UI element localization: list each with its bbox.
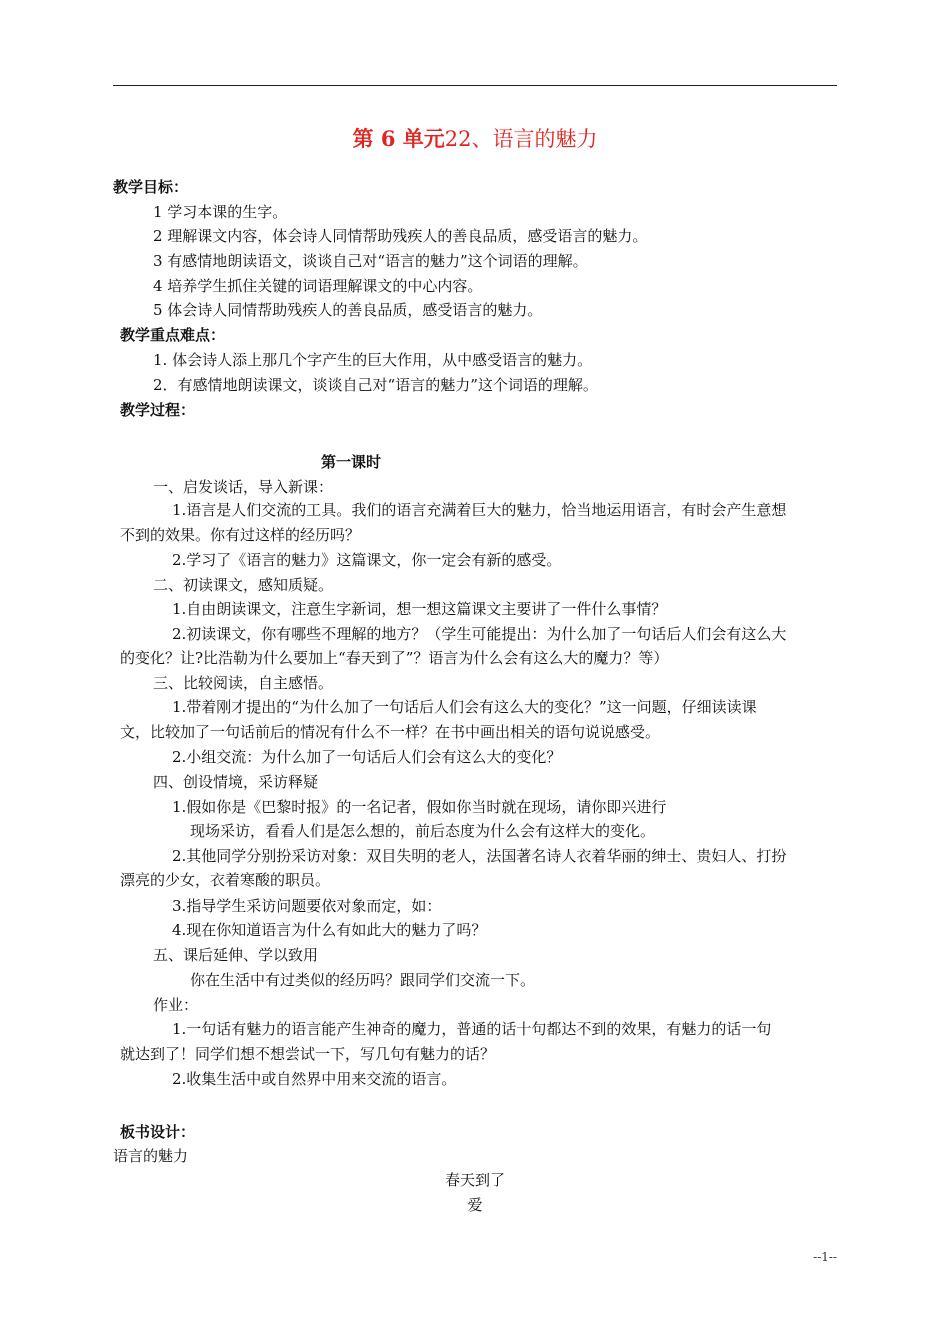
goal-item: 1 学习本课的生字。 bbox=[153, 203, 288, 221]
board-line: 春天到了 bbox=[444, 1171, 505, 1189]
key-point-item: 2．有感情地朗读课文，谈谈自己对“语言的魅力”这个词语的理解。 bbox=[153, 376, 598, 394]
process-line: 1.一句话有魅力的语言能产生神奇的魔力，普通的话十句都达不到的效果，有魅力的话一句 bbox=[172, 1020, 772, 1038]
process-line: 2.小组交流：为什么加了一句话后人们会有这么大的变化？ bbox=[172, 748, 562, 766]
process-line: 1.假如你是《巴黎时报》的一名记者，假如你当时就在现场，请你即兴进行 bbox=[172, 798, 667, 816]
process-line: 1.带着刚才提出的“为什么加了一句话后人们会有这么大的变化？”这一问题，仔细读读课 bbox=[172, 698, 757, 716]
process-line: 2.其他同学分别扮采访对象：双目失明的老人，法国著名诗人衣着华丽的绅士、贵妇人、打扮 bbox=[172, 847, 787, 865]
process-heading: 教学过程： bbox=[120, 401, 196, 419]
title-lesson: 22、语言的魅力 bbox=[444, 127, 598, 151]
process-line: 五、课后延伸、学以致用 bbox=[153, 946, 319, 964]
key-point-item: 1. 体会诗人添上那几个字产生的巨大作用，从中感受语言的魅力。 bbox=[153, 351, 593, 369]
goal-item: 2 理解课文内容，体会诗人同情帮助残疾人的善良品质，感受语言的魅力。 bbox=[153, 227, 648, 245]
process-line: 4.现在你知道语言为什么有如此大的魅力了吗？ bbox=[172, 921, 487, 939]
goals-heading: 教学目标： bbox=[113, 178, 189, 196]
page-title bbox=[0, 123, 950, 153]
process-line: 三、比较阅读，自主感悟。 bbox=[153, 674, 334, 692]
process-line: 2.收集生活中或自然界中用来交流的语言。 bbox=[172, 1070, 457, 1088]
process-line: 3.指导学生采访问题要依对象而定，如： bbox=[172, 897, 442, 915]
board-heading: 板书设计： bbox=[120, 1123, 196, 1141]
page-number: --1-- bbox=[813, 1250, 837, 1264]
key-points-heading: 教学重点难点： bbox=[120, 326, 226, 344]
process-line: 就达到了！同学们想不想尝试一下，写几句有魅力的话？ bbox=[120, 1045, 496, 1063]
lesson-title: 第一课时 bbox=[321, 453, 382, 471]
board-title: 语言的魅力 bbox=[113, 1147, 189, 1165]
process-line: 文，比较加了一句话前后的情况有什么不一样？在书中画出相关的语句说说感受。 bbox=[120, 723, 661, 741]
process-line: 漂亮的少女，衣着寒酸的职员。 bbox=[120, 871, 331, 889]
title-unit: 第 6 单元 bbox=[352, 126, 445, 151]
goal-item: 5 体会诗人同情帮助残疾人的善良品质，感受语言的魅力。 bbox=[153, 301, 543, 319]
process-line: 2.学习了《语言的魅力》这篇课文，你一定会有新的感受。 bbox=[172, 551, 562, 569]
process-line: 你在生活中有过类似的经历吗？跟同学们交流一下。 bbox=[190, 971, 536, 989]
process-line: 不到的效果。你有过这样的经历吗？ bbox=[120, 526, 361, 544]
process-line: 1.自由朗读课文，注意生字新词，想一想这篇课文主要讲了一件什么事情？ bbox=[172, 600, 667, 618]
process-line: 的变化？让?比浩勒为什么要加上“春天到了”？语言为什么会有这么大的魔力？等） bbox=[120, 649, 669, 667]
process-line: 二、初读课文，感知质疑。 bbox=[153, 576, 334, 594]
process-line: 现场采访，看看人们是怎么想的，前后态度为什么会有这样大的变化。 bbox=[190, 822, 656, 840]
process-line: 2.初读课文，你有哪些不理解的地方？（学生可能提出：为什么加了一句话后人们会有这么大 bbox=[172, 625, 787, 643]
process-line: 一、启发谈话，导入新课： bbox=[153, 478, 334, 496]
goal-item: 3 有感情地朗读语文，谈谈自己对“语言的魅力”这个词语的理解。 bbox=[153, 252, 588, 270]
board-line: 爱 bbox=[467, 1196, 483, 1214]
process-line: 四、创设情境，采访释疑 bbox=[153, 773, 319, 791]
header-rule bbox=[113, 85, 837, 86]
process-line: 1.语言是人们交流的工具。我们的语言充满着巨大的魅力，恰当地运用语言，有时会产生意想 bbox=[172, 501, 787, 519]
goal-item: 4 培养学生抓住关键的词语理解课文的中心内容。 bbox=[153, 277, 483, 295]
process-line: 作业： bbox=[153, 996, 199, 1014]
